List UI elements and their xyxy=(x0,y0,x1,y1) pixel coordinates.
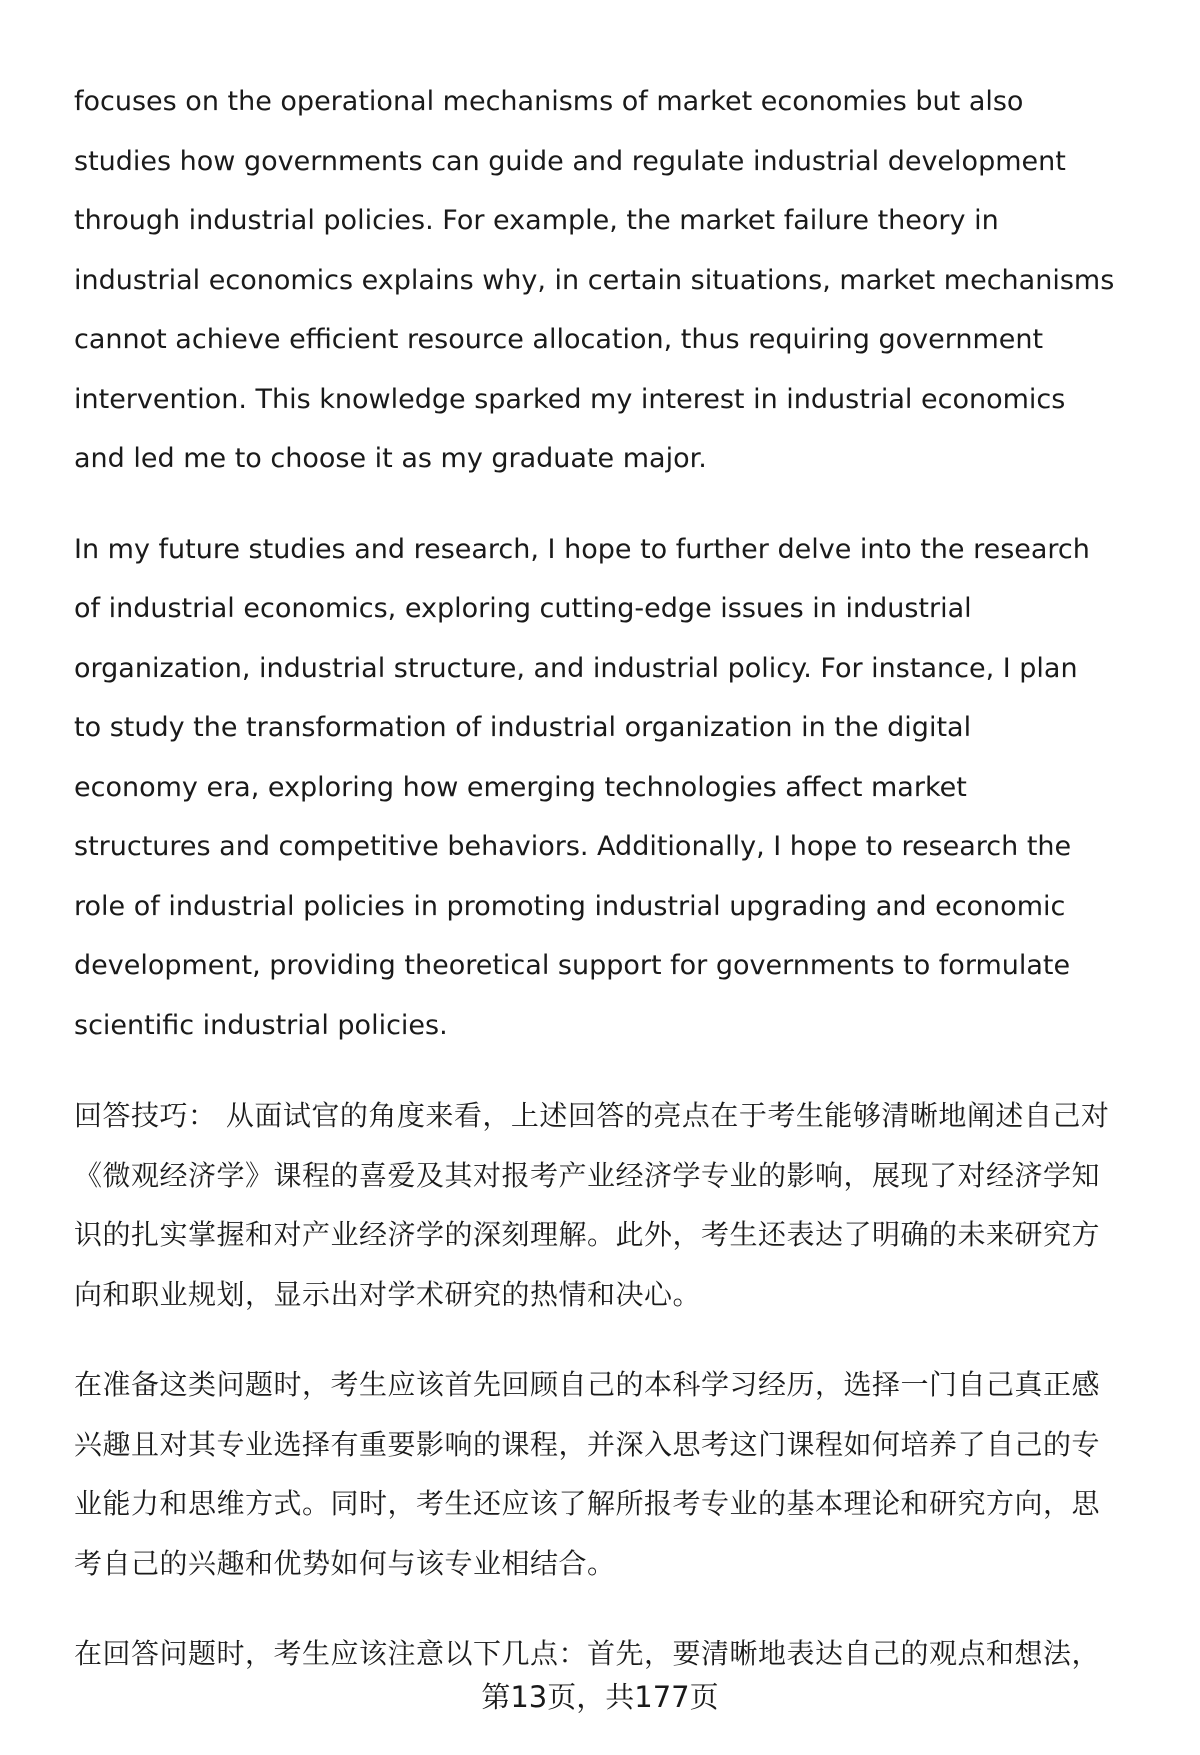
text-line: 向和职业规划，显示出对学术研究的热情和决心。 xyxy=(74,1277,702,1311)
text-line: 识的扎实掌握和对产业经济学的深刻理解。此外，考生还表达了明确的未来研究方 xyxy=(74,1218,1101,1251)
paragraph-answer-tips xyxy=(74,1086,1174,1324)
text-line: 回答技巧： 从面试官的角度来看，上述回答的亮点在于考生能够清晰地阐述自己对 xyxy=(74,1099,1110,1132)
text-line: 兴趣且对其专业选择有重要影响的课程，并深入思考这门课程如何培养了自己的专 xyxy=(74,1427,1101,1461)
text-line: intervention. This knowledge sparked my interest in industrial economics xyxy=(74,383,1066,415)
paragraph-preparation xyxy=(74,1355,1174,1593)
text-line: structures and competitive behaviors. Additionally, I hope to research the xyxy=(74,831,1072,862)
paragraph-future-research xyxy=(74,520,1174,1056)
text-line: cannot achieve efficient resource allocation, thus requiring government xyxy=(74,324,1044,355)
text-line: In my future studies and research, I hope to further delve into the research xyxy=(74,533,1090,565)
document-body xyxy=(74,72,1174,1715)
text-line: and led me to choose it as my graduate major. xyxy=(74,443,707,474)
text-line: industrial economics explains why, in certain situations, market mechanisms xyxy=(74,264,1115,296)
text-line: development, providing theoretical support for governments to formulate xyxy=(74,950,1071,981)
text-line: 《微观经济学》课程的喜爱及其对报考产业经济学专业的影响，展现了对经济学知 xyxy=(74,1158,1101,1192)
text-line: scientific industrial policies. xyxy=(74,1009,448,1041)
text-line: 在回答问题时，考生应该注意以下几点：首先，要清晰地表达自己的观点和想法， xyxy=(74,1637,1101,1670)
text-line: through industrial policies. For example, the market failure theory in xyxy=(74,205,999,236)
text-line: focuses on the operational mechanisms of market economies but also xyxy=(74,86,1024,117)
text-line: studies how governments can guide and regulate industrial development xyxy=(74,145,1066,177)
text-line: to study the transformation of industrial organization in the digital xyxy=(74,712,972,743)
page-indicator: 第13页，共177页 xyxy=(481,1680,719,1714)
text-line: 业能力和思维方式。同时，考生还应该了解所报考专业的基本理论和研究方向，思 xyxy=(74,1487,1101,1520)
text-line: of industrial economics, exploring cutting-edge issues in industrial xyxy=(74,593,972,624)
text-line: 在准备这类问题时，考生应该首先回顾自己的本科学习经历，选择一门自己真正感 xyxy=(74,1368,1101,1401)
text-line: organization, industrial structure, and industrial policy. For instance, I plan xyxy=(74,652,1078,684)
text-line: economy era, exploring how emerging technologies affect market xyxy=(74,771,967,803)
paragraph-industrial-economics xyxy=(74,72,1174,489)
text-line: role of industrial policies in promoting industrial upgrading and economic xyxy=(74,890,1066,922)
text-line: 考自己的兴趣和优势如何与该专业相结合。 xyxy=(74,1546,616,1580)
